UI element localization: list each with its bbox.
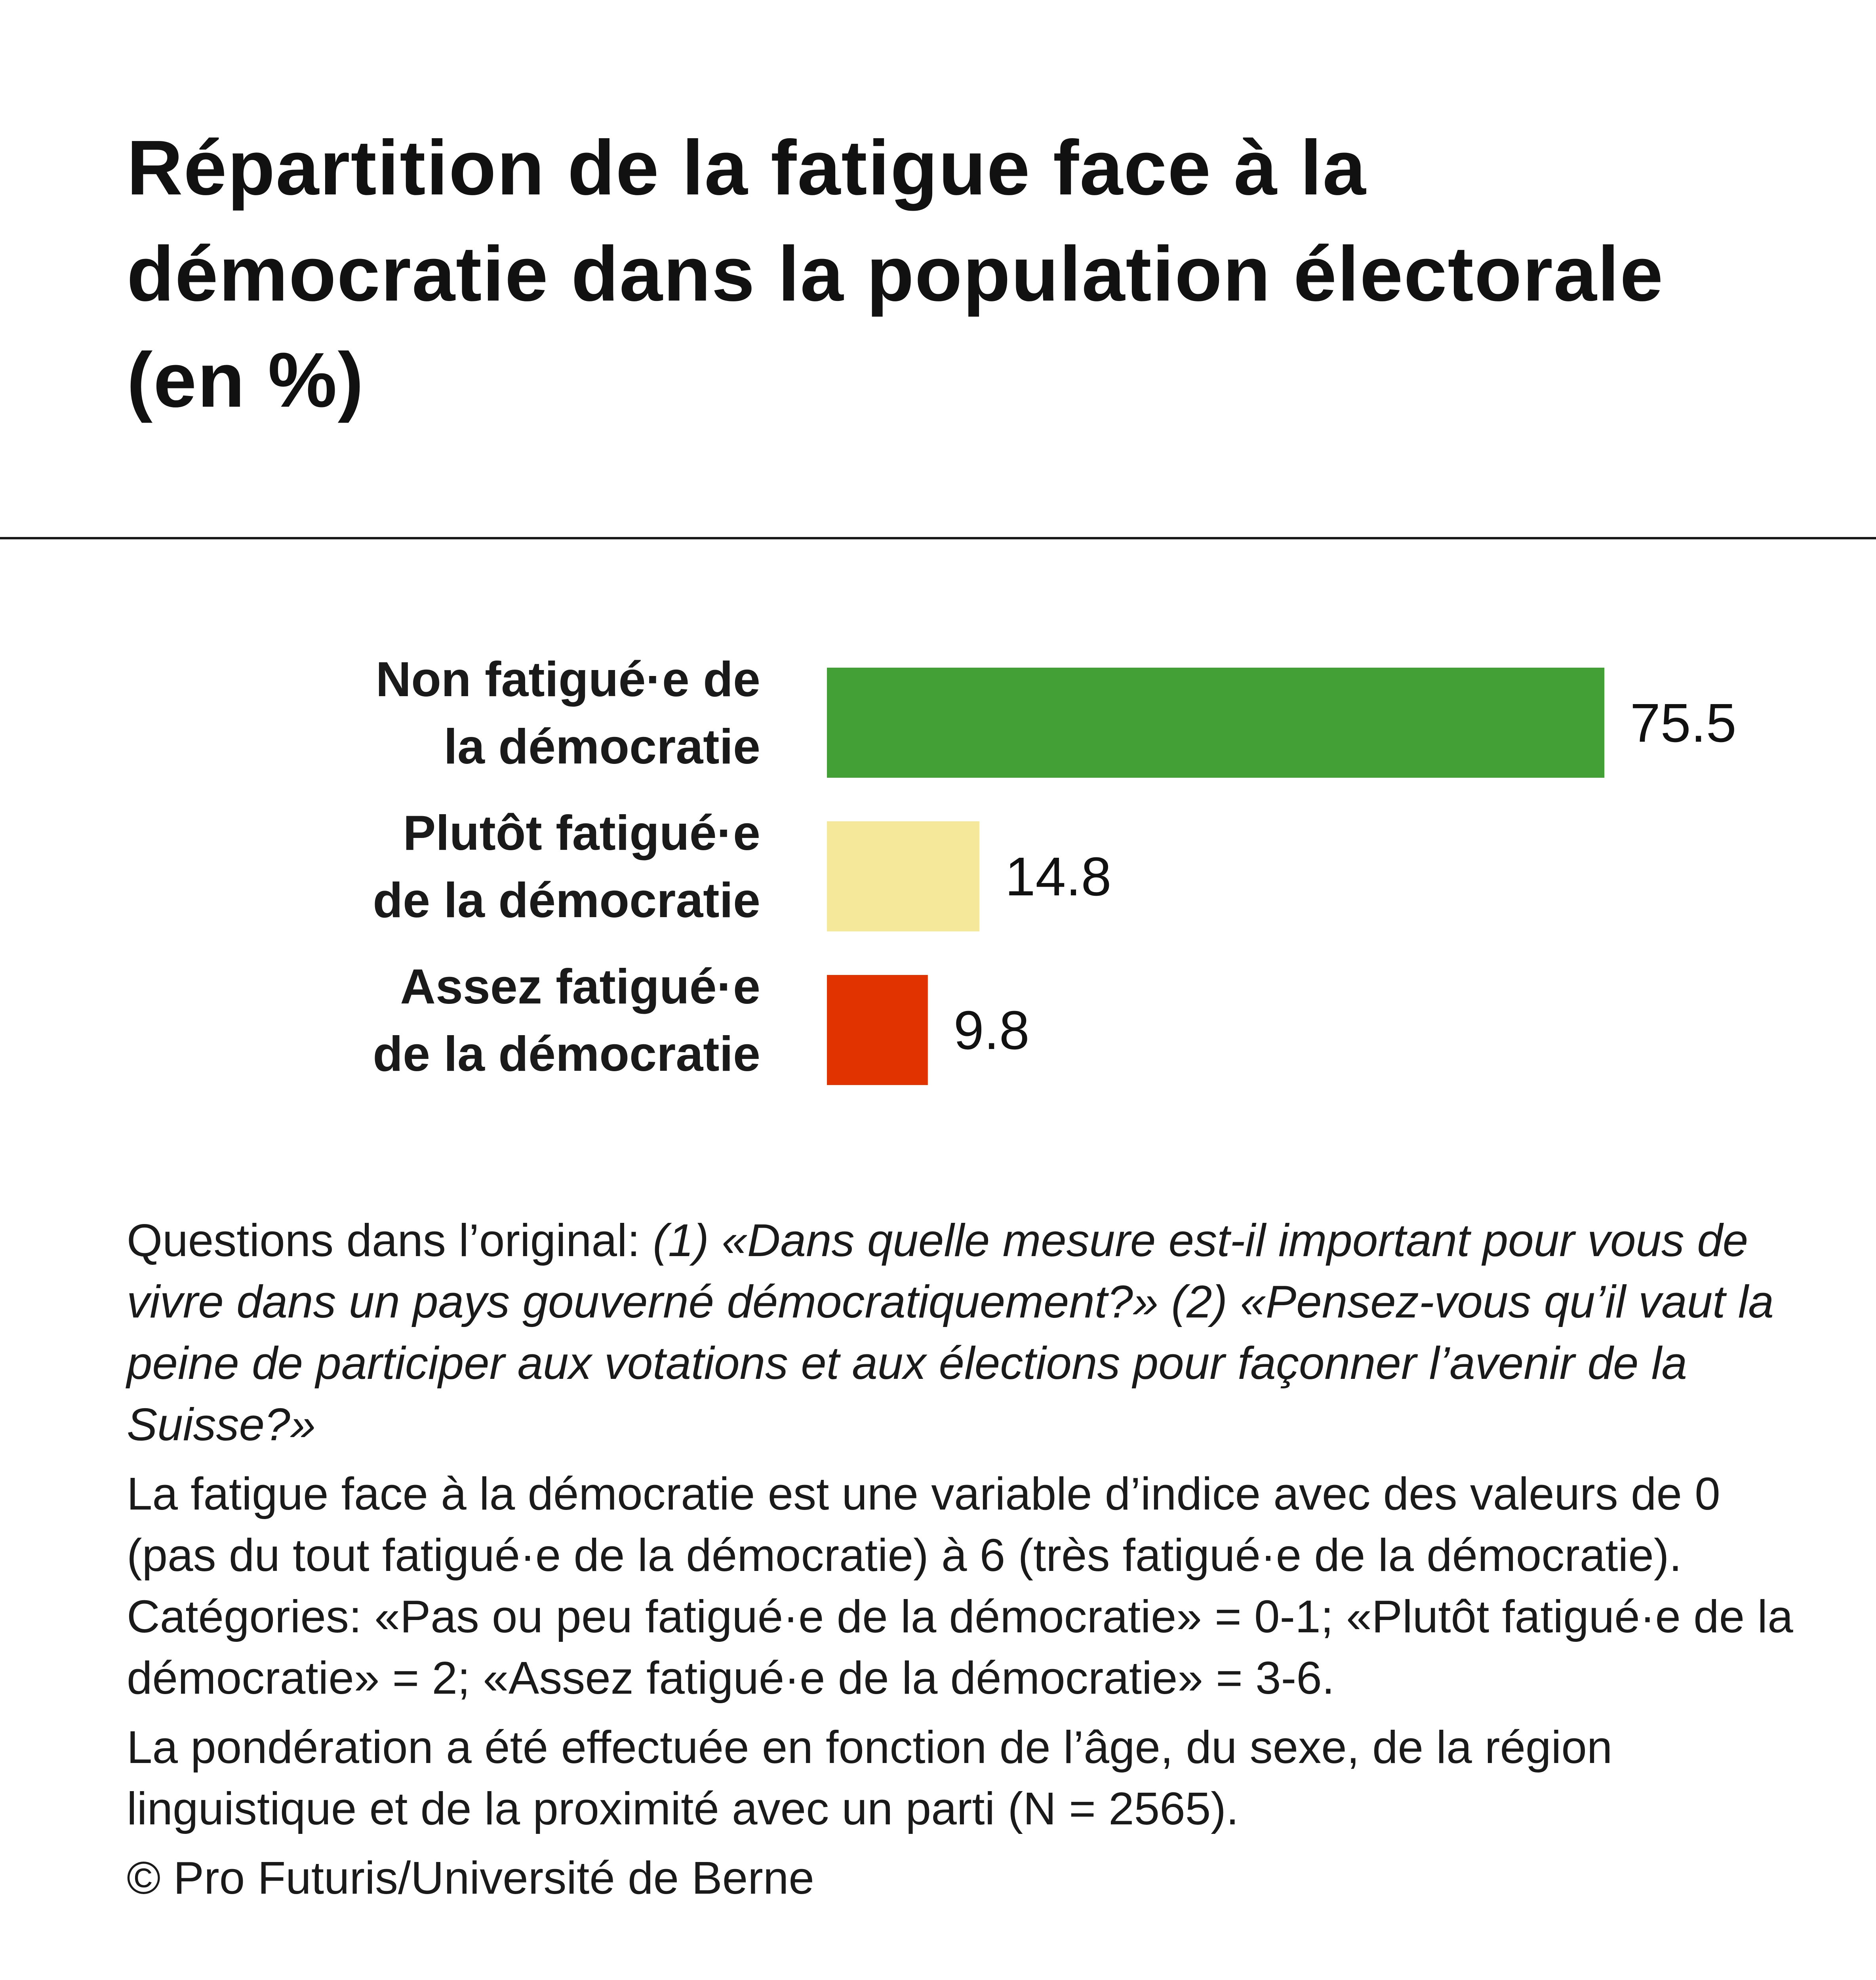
- value-label-2: 14.8: [1005, 846, 1112, 907]
- category-label-2-line-2: de la démocratie: [373, 873, 760, 928]
- category-label-3-line-2: de la démocratie: [373, 1027, 760, 1081]
- bar-3: [827, 975, 928, 1085]
- chart-notes: [127, 1210, 1810, 1917]
- index-note: La fatigue face à la démocratie est une variable d’indice avec des valeurs de 0 (pas du tout fatigué·e de la démocratie) à 6 (très fatigué·e de la démocratie). Catégories: «Pas ou peu fatigué·e de la démocratie» = 0-1; «Plutôt fatigué·e de la démocratie» = 2; «Assez fatigué·e de la démocratie» = 3-6.: [127, 1468, 1793, 1704]
- title-divider: [0, 537, 1876, 539]
- category-label-3-line-1: Assez fatigué·e: [400, 960, 760, 1014]
- weighting-note: La pondération a été effectuée en fonction de l’âge, du sexe, de la région linguistique et de la proximité avec un parti (N = 2565).: [127, 1721, 1613, 1834]
- category-label-2-line-1: Plutôt fatigué·e: [403, 806, 760, 861]
- questions-text: (1) «Dans quelle mesure est-il important pour vous de vivre dans un pays gouverné démocratiquement?» (2) «Pensez-vous qu’il vaut la peine de participer aux votations et aux élections pour façonner l’avenir de la Suisse?»: [127, 1215, 1774, 1450]
- bar-2: [827, 821, 979, 931]
- value-label-3: 9.8: [953, 1000, 1030, 1061]
- questions-prefix: Questions dans l’original:: [127, 1215, 653, 1266]
- category-label-1-line-2: la démocratie: [444, 720, 760, 774]
- source-credit: © Pro Futuris/Université de Berne: [127, 1852, 814, 1904]
- bar-chart: [0, 594, 1876, 1109]
- category-label-1-line-1: Non fatigué·e de: [375, 652, 760, 707]
- value-label-1: 75.5: [1630, 693, 1737, 754]
- questions-note: [127, 1210, 1810, 1455]
- chart-title: Répartition de la fatigue face à la démocratie dans la population électorale (en %): [127, 124, 1664, 423]
- bar-1: [827, 668, 1604, 778]
